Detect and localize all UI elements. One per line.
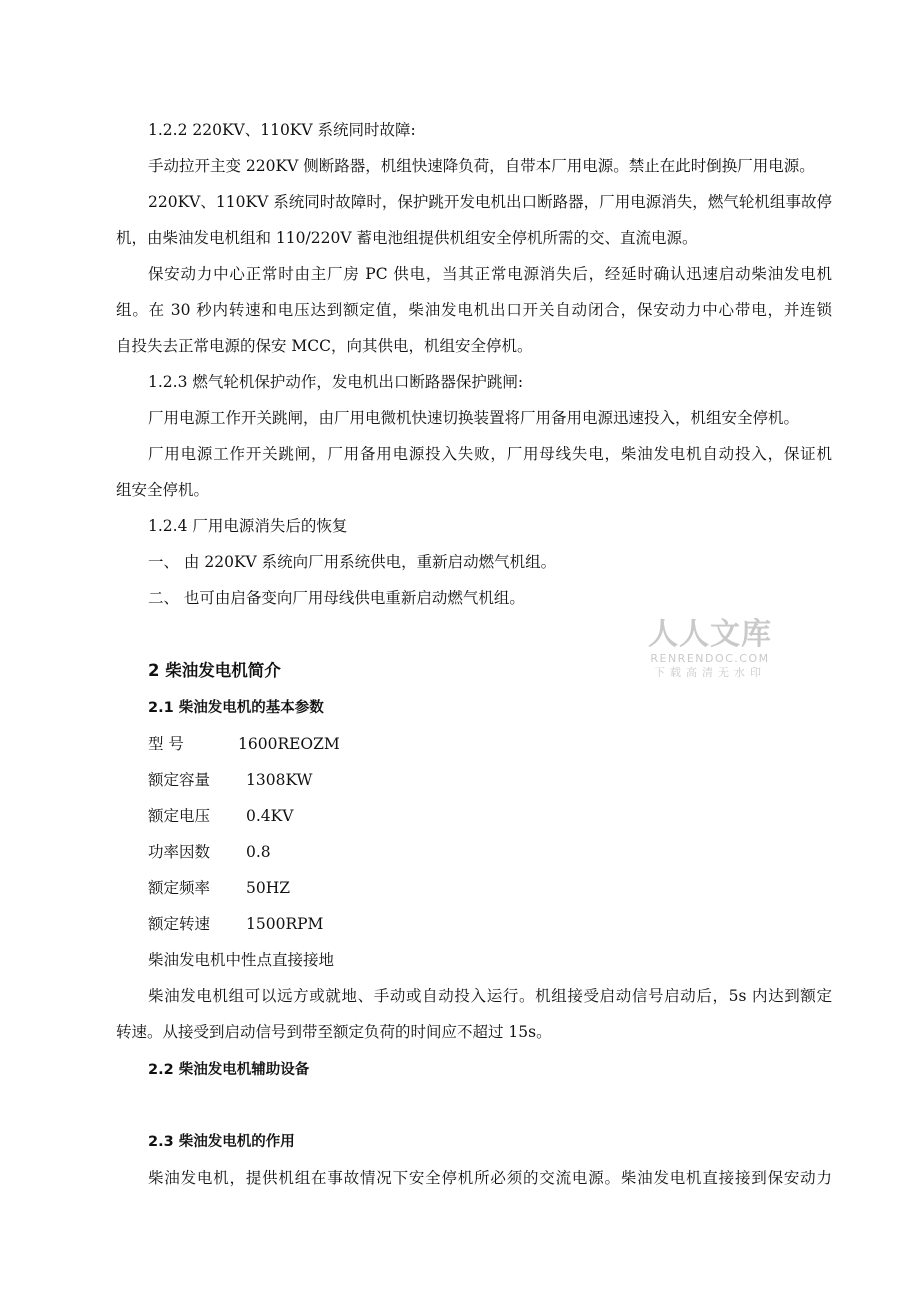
section-1-2-2-heading: 1.2.2 220KV、110KV 系统同时故障: bbox=[148, 121, 416, 139]
watermark-main-text: 人人文库 bbox=[648, 617, 772, 652]
param-name: 额定转速 bbox=[148, 915, 211, 933]
paragraph-line: 组。在 30 秒内转速和电压达到额定值，柴油发电机出口开关自动闭合，保安动力中心带电，并连锁 bbox=[116, 301, 832, 319]
paragraph: 柴油发电机中性点直接接地 bbox=[148, 951, 335, 969]
watermark-logo bbox=[642, 618, 778, 680]
section-2-1-heading: 2.1 柴油发电机的基本参数 bbox=[148, 700, 324, 716]
section-1-2-4-heading: 1.2.4 厂用电源消失后的恢复 bbox=[148, 517, 348, 535]
section-2-heading: 2 柴油发电机简介 bbox=[148, 661, 281, 680]
paragraph-line: 柴油发电机组可以远方或就地、手动或自动投入运行。机组接受启动信号启动后，5s 内达到额定 bbox=[148, 987, 832, 1005]
list-item: 一、 由 220KV 系统向厂用系统供电，重新启动燃气机组。 bbox=[148, 553, 557, 571]
paragraph-line: 组安全停机。 bbox=[116, 481, 210, 499]
watermark-caption: 下载高清无水印 bbox=[654, 666, 766, 679]
param-value: 1308KW bbox=[246, 771, 313, 789]
param-name: 额定电压 bbox=[148, 807, 211, 825]
param-value: 0.4KV bbox=[246, 807, 294, 825]
param-value: 1500RPM bbox=[246, 915, 324, 933]
paragraph: 手动拉开主变 220KV 侧断路器，机组快速降负荷，自带本厂用电源。禁止在此时倒换厂用电源。 bbox=[148, 157, 815, 175]
param-name: 额定频率 bbox=[148, 879, 211, 897]
paragraph-line: 自投失去正常电源的保安 MCC，向其供电，机组安全停机。 bbox=[116, 337, 533, 355]
paragraph-line: 保安动力中心正常时由主厂房 PC 供电，当其正常电源消失后，经延时确认迅速启动柴油发电机 bbox=[148, 265, 832, 283]
param-value: 50HZ bbox=[246, 879, 291, 897]
paragraph-line: 220KV、110KV 系统同时故障时，保护跳开发电机出口断路器，厂用电源消失，燃气轮机组事故停 bbox=[148, 193, 832, 211]
paragraph-line: 厂用电源工作开关跳闸，厂用备用电源投入失败，厂用母线失电，柴油发电机自动投入，保证机 bbox=[148, 445, 832, 463]
param-name: 额定容量 bbox=[148, 771, 211, 789]
param-value: 1600REOZM bbox=[238, 735, 340, 753]
list-item: 二、 也可由启备变向厂用母线供电重新启动燃气机组。 bbox=[148, 589, 525, 607]
paragraph-line: 机，由柴油发电机组和 110/220V 蓄电池组提供机组安全停机所需的交、直流电源。 bbox=[116, 229, 698, 247]
section-2-3-heading: 2.3 柴油发电机的作用 bbox=[148, 1134, 295, 1150]
param-name: 功率因数 bbox=[148, 843, 211, 861]
param-value: 0.8 bbox=[246, 843, 271, 861]
paragraph-line: 柴油发电机，提供机组在事故情况下安全停机所必须的交流电源。柴油发电机直接接到保安动力 bbox=[148, 1169, 832, 1187]
paragraph: 厂用电源工作开关跳闸，由厂用电微机快速切换装置将厂用备用电源迅速投入，机组安全停机。 bbox=[148, 409, 800, 427]
paragraph-line: 转速。从接受到启动信号到带至额定负荷的时间应不超过 15s。 bbox=[116, 1023, 552, 1041]
watermark-domain: RENRENDOC.COM bbox=[650, 652, 770, 665]
param-name: 型 号 bbox=[148, 735, 184, 753]
section-1-2-3-heading: 1.2.3 燃气轮机保护动作，发电机出口断路器保护跳闸: bbox=[148, 373, 524, 391]
section-2-2-heading: 2.2 柴油发电机辅助设备 bbox=[148, 1062, 310, 1078]
